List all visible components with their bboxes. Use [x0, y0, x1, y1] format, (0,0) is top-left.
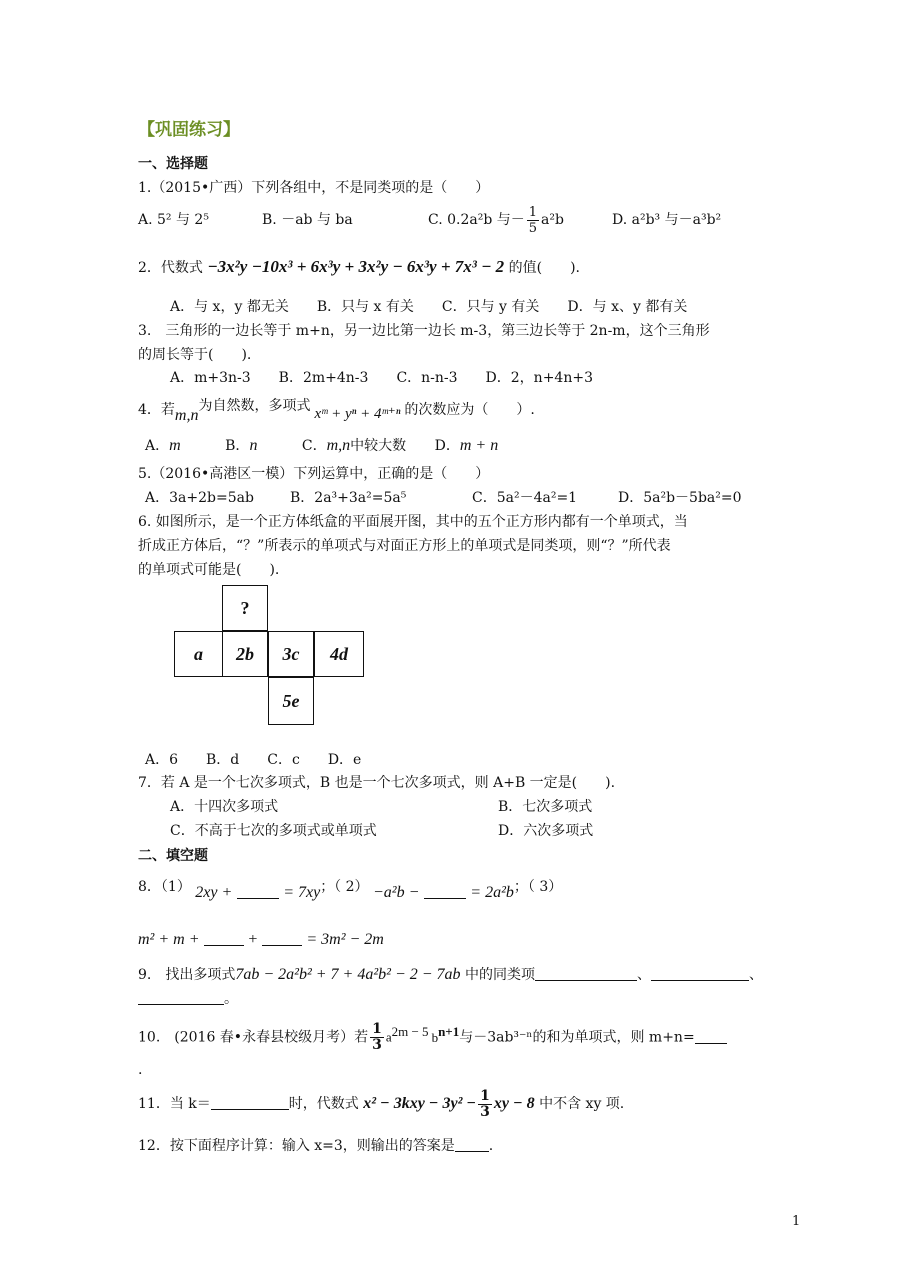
q9-post: 中的同类项 [464, 967, 535, 983]
q8-line2 [138, 928, 384, 952]
q12-pre: 12．按下面程序计算：输入 x=3，则输出的答案是 [138, 1138, 455, 1154]
q4-option-c-value: m,n [326, 437, 351, 454]
q8-sep1: ；（ 2） [320, 879, 369, 895]
q4-option-b-label: B． [225, 438, 250, 454]
q7-option-c: C．不高于七次的多项式或单项式 [170, 823, 377, 839]
q10-post: 与－3ab³⁻ⁿ的和为单项式，则 m+n= [459, 1029, 695, 1046]
q1-option-b: B. －ab 与 ba [262, 212, 353, 228]
net-cell-2b: 2b [222, 631, 268, 677]
q9-line2 [138, 989, 238, 1009]
net-cell-5e: 5e [268, 677, 314, 725]
q11-expression-b: xy − 8 [493, 1095, 535, 1112]
q4-option-d-label: D． [434, 438, 460, 454]
q9-end: 。 [224, 991, 238, 1007]
section-fill-title: 二、填空题 [138, 848, 208, 864]
q6-line2: 折成正方体后，“？”所表示的单项式与对面正方形上的单项式是同类项，则“？”所代表 [138, 538, 671, 554]
q1-option-c-post: a²b [541, 212, 564, 228]
q1-option-d: D. a²b³ 与－a³b² [612, 212, 722, 228]
q3-line2: 的周长等于( ). [138, 347, 252, 363]
q9-sep2: 、 [748, 967, 763, 983]
q10-blank [695, 1029, 727, 1044]
net-cell-4d: 4d [314, 631, 364, 677]
q4-option-c-label: C． [301, 438, 327, 454]
q10-b: b [431, 1029, 439, 1045]
q3-options: A．m+3n-3 B．2m+4n-3 C．n-n-3 D．2，n+4n+3 [170, 370, 593, 386]
q3-line1: 3. 三角形的一边长等于 m+n，另一边比第一边长 m-3，第三边长等于 2n-m，这个三角形 [138, 323, 710, 339]
q4-option-a-label: A． [145, 438, 170, 454]
q8-p2-pre: −a²b − [373, 884, 420, 901]
q5-stem: 5.（2016•高港区一模）下列运算中，正确的是（ ） [138, 466, 490, 482]
q7-option-d: D．六次多项式 [498, 823, 594, 839]
q4-stem [138, 394, 535, 428]
q2-options: A．与 x，y 都无关 B．只与 x 有关 C．只与 y 有关 D．与 x、y 都有关 [170, 299, 688, 315]
q5-option-c: C．5a²－4a²=1 [472, 490, 578, 506]
q2-pre: 2．代数式 [138, 260, 203, 276]
q5-option-d: D．5a²b－5ba²=0 [618, 490, 742, 506]
q10-a: a [385, 1029, 392, 1045]
q11-pre: 11．当 k＝ [138, 1096, 211, 1112]
q9-sep1: 、 [636, 967, 651, 983]
q4-post: 的次数应为（ ）. [404, 402, 535, 418]
q4-vars: m,n [174, 407, 199, 424]
q4-mid: 为自然数，多项式 [198, 398, 311, 414]
q1-option-c [428, 203, 564, 237]
q9-pre: 9. 找出多项式 [138, 967, 236, 983]
q9-blank2 [651, 966, 749, 981]
q8-p2-blank [424, 884, 466, 899]
q1-stem: 1.（2015•广西）下列各组中，不是同类项的是（ ） [138, 180, 490, 196]
q8-p2-post: = 2a²b [470, 884, 514, 901]
q8-p3-blank2 [262, 931, 302, 946]
q5-option-a: A．3a+2b=5ab [145, 490, 254, 506]
q4-option-b-value: n [249, 437, 258, 454]
q6-options: A．6 B．d C．c D．e [145, 752, 362, 768]
q10-tail: . [138, 1062, 143, 1078]
q7-option-a: A．十四次多项式 [170, 799, 279, 815]
q9-blank1 [535, 966, 637, 981]
q8-line1 [138, 872, 562, 908]
q2-expression: −3x²y −10x³ + 6x³y + 3x²y − 6x³y + 7x³ − 2 [207, 257, 505, 276]
page-heading: 【巩固练习】 [138, 120, 240, 140]
q12-line [138, 1136, 493, 1156]
q9-expression: 7ab − 2a²b² + 7 + 4a²b² − 2 − 7ab [235, 966, 461, 983]
q10-exp1: 2m − 5 [391, 1024, 429, 1039]
q7-stem: 7．若 A 是一个七次多项式，B 也是一个七次多项式，则 A+B 一定是( ). [138, 775, 616, 791]
net-cell-a: a [174, 631, 223, 677]
q6-line1: 6. 如图所示，是一个正方体纸盒的平面展开图，其中的五个正方形内都有一个单项式，当 [138, 514, 688, 530]
q11-blank [211, 1095, 289, 1110]
q5-option-b: B．2a³+3a²=5a⁵ [290, 490, 407, 506]
q4-option-c-post: 中较大数 [350, 438, 407, 454]
q2-stem [138, 252, 580, 283]
page-number: 1 [792, 1214, 801, 1229]
q8-p1-post: = 7xy [283, 884, 321, 901]
q4-options [145, 436, 498, 456]
q8-sep2: ；（ 3） [513, 879, 563, 895]
q1-option-c-pre: C. 0.2a²b 与－ [428, 212, 525, 228]
q8-p3-mid: + [248, 931, 258, 948]
q10-fraction: $\frac{1}{3}$ [372, 1021, 382, 1054]
q12-post: . [488, 1138, 494, 1154]
q8-p1-pre: 2xy + [195, 884, 233, 901]
q4-option-d-value: m + n [459, 437, 499, 454]
q7-option-b: B．七次多项式 [498, 799, 593, 815]
q11-line [138, 1086, 624, 1122]
q9-blank3 [138, 990, 224, 1005]
q4-option-a-value: m [169, 437, 181, 454]
net-cell-3c: 3c [268, 631, 314, 677]
q10-exp2: n+1 [438, 1024, 460, 1039]
q4-expression: xᵐ + yⁿ + 4ᵐ⁺ⁿ [314, 406, 401, 422]
q9-line1 [138, 963, 763, 987]
q8-p3-blank1 [204, 931, 244, 946]
q11-expression-a: x² − 3kxy − 3y² − [363, 1095, 477, 1112]
q11-mid: 时，代数式 [288, 1096, 359, 1112]
q10-line1 [138, 1012, 727, 1058]
q4-pre: 4．若 [138, 402, 175, 418]
q6-line3: 的单项式可能是( ). [138, 562, 280, 578]
section-choice-title: 一、选择题 [138, 156, 208, 172]
q8-p3-pre: m² + m + [138, 931, 200, 948]
q10-pre: 10. (2016 春•永春县校级月考）若 [138, 1029, 369, 1046]
q2-post: 的值( ). [508, 260, 580, 276]
q8-label: 8．（1） [138, 879, 191, 895]
q1-option-a: A. 5² 与 2⁵ [138, 212, 209, 228]
q1-option-c-fraction: $\frac{1}{5}$ [528, 204, 538, 236]
q11-fraction: $\frac{1}{3}$ [480, 1087, 490, 1120]
net-cell-question: ? [222, 585, 268, 631]
q11-post: 中不含 xy 项. [539, 1096, 625, 1112]
q12-blank [455, 1137, 489, 1152]
q8-p1-blank [237, 884, 279, 899]
q8-p3-post: = 3m² − 2m [306, 931, 384, 948]
